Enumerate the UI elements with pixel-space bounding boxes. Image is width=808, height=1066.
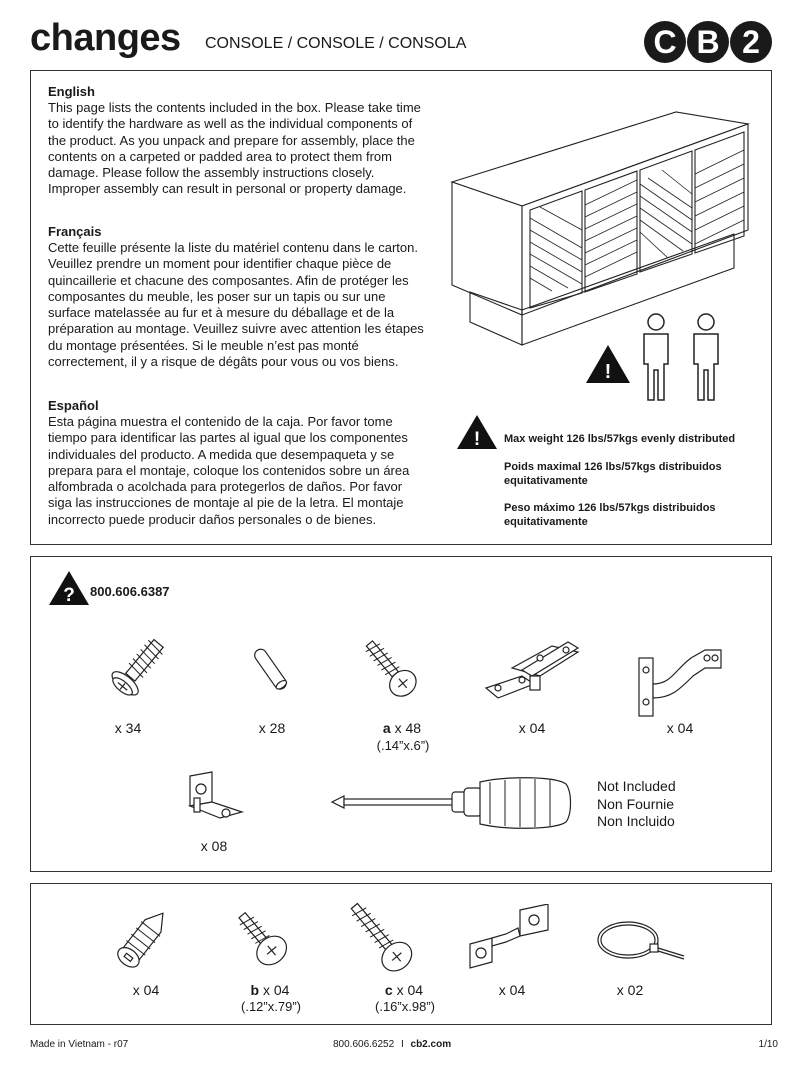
qty-bracket: x 04 [498,982,526,998]
screw-c-icon [334,894,430,989]
screw-a-letter: a [382,720,391,736]
wood-dowel-icon [243,642,299,703]
not-included-note [597,778,676,831]
help-phone: 800.606.6387 [90,584,170,599]
qty-screw-c [366,982,442,999]
screwdriver-icon [330,774,572,837]
max-weight-warning-icon [456,414,498,455]
cabinet-hinge-icon [635,640,725,725]
french-heading: Français [48,224,102,239]
svg-text:B: B [696,24,720,60]
cable-tie-icon [594,914,686,971]
spec-screw-b: (.12”x.79”) [241,999,301,1014]
spanish-heading: Español [48,398,99,413]
weight-line-en: Max weight 126 lbs/57kgs evenly distributed [504,433,736,445]
french-section [48,224,428,370]
warning-triangle-icon [585,344,631,389]
not-included-fr: Non Fournie [597,795,675,812]
english-heading: English [48,84,95,99]
screw-a-qty: x 48 [390,720,422,736]
screw-b-letter: b [250,982,260,998]
not-included-es: Non Incluido [597,813,675,829]
screw-b-qty: x 04 [259,982,290,998]
footer-page-number: 1/10 [758,1039,778,1050]
screw-b-icon [226,904,298,979]
svg-text:?: ? [63,585,75,606]
cb2-logo [643,20,773,69]
product-name: CONSOLE / CONSOLE / CONSOLA [205,35,467,52]
qty-dowel: x 28 [258,720,286,736]
two-person-lift-icon [636,312,736,407]
spanish-text: Esta página muestra el contenido de la caja. Por favor tome tiempo para identificar las partes al igual que los componentes individuales del producto. A medida que desempaqueta y se prepara para el montaje, coloque los contenidos sobre un área alfombrada o acolchada para protegerlos de daños. Por favor siga las instrucciones de montaje al pie de la letra. El montaje incorrecto puede producir daños personales o de bienes. [48,414,410,527]
screw-c-qty: x 04 [392,982,424,998]
help-icon [48,570,90,611]
svg-text:!: ! [604,361,612,383]
qty-concealed-hinge: x 04 [518,720,546,736]
footer-made-in: Made in Vietnam - r07 [30,1039,129,1050]
footer-phone: 800.606.6252 [333,1039,395,1050]
spec-screw-a: (.14”x.6”) [376,738,430,753]
qty-cabinet-hinge: x 04 [666,720,694,736]
qty-cam-bolt: x 34 [114,720,142,736]
mounting-bracket-icon [466,904,556,975]
weight-line-es: Peso máximo 126 lbs/57kgs distribuidos equitativamente [504,502,716,528]
qty-wall-anchor: x 04 [132,982,160,998]
english-text: This page lists the contents included in the box. Please take time to identify the hardware as well as the individual components of the product. As you unpack and prepare for assembly, place the contents on a carpeted or padded area to protect them from damage. Please follow the assembly instructions closely. Improper assembly can result in personal or property damage. [48,100,421,197]
weight-warning-text [504,432,759,529]
cam-bolt-icon [98,632,178,709]
wall-anchor-icon [100,904,184,981]
svg-text:!: ! [473,429,481,450]
qty-screw-a [360,720,444,737]
footer-contact [333,1039,451,1051]
weight-line-fr: Poids maximal 126 lbs/57kgs distribuidos equitativamente [504,461,722,487]
spec-screw-c: (.16”x.98”) [375,999,435,1014]
footer-separator: I [400,1039,404,1050]
svg-text:C: C [653,24,677,60]
qty-screw-b [232,982,308,999]
concealed-hinge-icon [482,632,592,711]
svg-text:2: 2 [742,24,760,60]
french-text: Cette feuille présente la liste du matériel contenu dans le carton. Veuillez prendre un moment pour identifier chaque pièce de quincaillerie et chacune des composantes. Afin de protéger les composantes du meuble, les poser sur un tapis ou sur une surface matelassée au fur et à mesure du déballage et de la préparation au montage. Veuillez suivre avec attention les étapes du montage présentées. Si le meuble n’est pas monté correctement, il y a risque de dégâts pour vous ou vos biens. [48,240,424,370]
not-included-en: Not Included [597,778,676,794]
english-section [48,84,426,198]
spanish-section [48,398,428,528]
shelf-support-icon [184,768,248,837]
brand-title: changes [30,17,181,59]
wood-screw-a-icon [350,630,430,711]
qty-cable-tie: x 02 [616,982,644,998]
qty-shelf-support: x 08 [200,838,228,854]
footer-website[interactable]: cb2.com [410,1039,452,1050]
screw-c-letter: c [384,982,393,998]
